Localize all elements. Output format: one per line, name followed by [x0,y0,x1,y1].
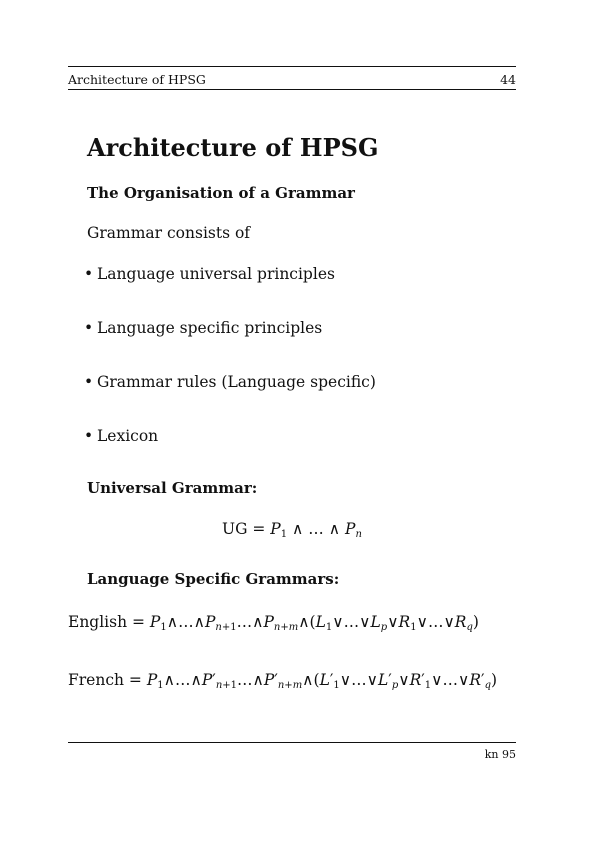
footer-rule [68,742,516,743]
list-item [84,426,158,446]
section-heading-organisation: The Organisation of a Grammar [87,184,355,202]
list-item [84,264,335,284]
list-item-label: Language specific principles [97,319,323,337]
list-item-label: Language universal principles [97,265,335,283]
french-equation-lhs: French [68,671,124,689]
bullet-dot: • [84,427,94,445]
footer-label: kn 95 [484,748,516,761]
intro-text: Grammar consists of [87,224,251,242]
ug-equation: UG = $P_1$ ∧ … ∧ $P_n$ [222,520,362,540]
running-header [68,72,516,88]
bullet-dot: • [84,265,94,283]
section-heading-universal: Universal Grammar: [87,479,258,497]
section-heading-language-specific: Language Specific Grammars: [87,570,340,588]
header-title: Architecture of HPSG [68,72,206,87]
page-title: Architecture of HPSG [87,133,379,162]
list-item-label: Lexicon [97,427,159,445]
english-equation-lhs: English [68,613,128,631]
header-page-number: 44 [500,72,516,87]
list-item-label: Grammar rules (Language specific) [97,373,376,391]
bullet-dot: • [84,319,94,337]
bullet-dot: • [84,373,94,391]
list-item [84,318,322,338]
ug-equation-lhs: UG [222,520,248,538]
header-top-rule [68,66,516,67]
french-equation: French = $P_1\wedge\dots\wedge P'_{n+1}\dots\wedge P'_{n+m}\wedge(L'_1\vee\dots\vee L'_p\vee R'_1\vee\dots\vee R'_q)$ [68,671,498,691]
list-item [84,372,376,392]
english-equation: English = $P_1\wedge\dots\wedge P_{n+1}\dots\wedge P_{n+m}\wedge(L_1\vee\dots\vee L_p\vee R_1\vee\dots\vee R_q)$ [68,613,479,633]
header-bottom-rule [68,89,516,90]
